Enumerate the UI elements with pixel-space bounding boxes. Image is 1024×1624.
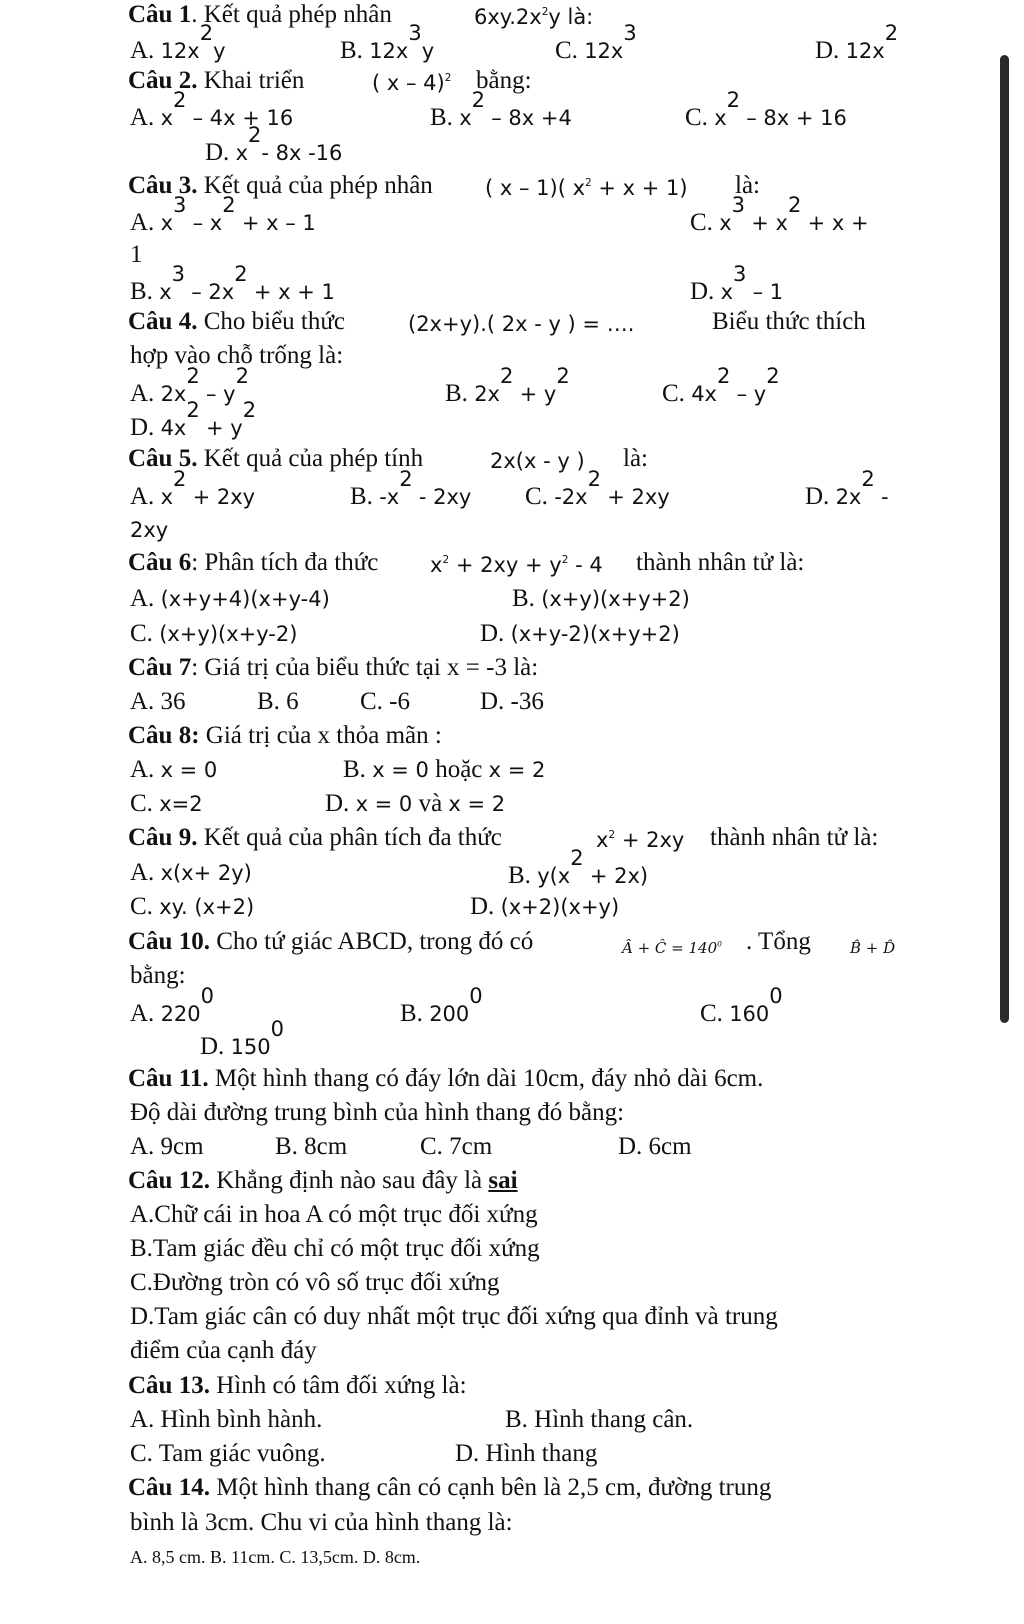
- q3-label: Câu 3.: [128, 172, 198, 199]
- q11-option-d: D. 6cm: [618, 1133, 692, 1160]
- q3-expr: ( x – 1)( $x^2 + x + 1$): [485, 176, 688, 200]
- q2-option-c: C. $x^2 - 8x + 16$: [685, 88, 847, 131]
- q5-option-c: C. $-2x^2 + 2xy$: [525, 467, 670, 510]
- q3-option-c: C. $x^3 + x^2 + x$ +: [690, 193, 869, 236]
- q2-option-d: D. $x^2-$ 8x -16: [205, 123, 343, 166]
- q8-option-c: C. x=2: [130, 790, 203, 817]
- q2-expr: ( x – 4)$^2$: [372, 71, 452, 95]
- q12-emphasis: sai: [488, 1167, 518, 1194]
- q9-option-a: A. x(x+ 2y): [130, 859, 252, 886]
- q5-tail: là:: [623, 445, 648, 472]
- q5-option-b: B. $-x^2 - 2xy$: [350, 467, 472, 510]
- q5-option-a: A. $x^2 + 2xy$: [130, 467, 256, 510]
- q11-option-c: C. 7cm: [420, 1133, 493, 1160]
- q8-label: Câu 8:: [128, 722, 200, 749]
- q6-tail: thành nhân tử là:: [636, 549, 805, 576]
- q10-option-d: D. $150^0$: [200, 1017, 285, 1060]
- q9-tail: thành nhân tử là:: [710, 824, 879, 851]
- q6-label: Câu 6: [128, 549, 192, 576]
- q1-option-b: B. $12x^3y$: [340, 21, 435, 64]
- q6-option-c: C. (x+y)(x+y-2): [130, 620, 298, 647]
- q3-option-d: D. $x^3 - 1$: [690, 262, 784, 305]
- q9-option-c: C. xy. (x+2): [130, 893, 255, 920]
- q14-label: Câu 14.: [128, 1474, 210, 1501]
- q10-expr: Â + Ĉ = $140^0$: [622, 939, 722, 957]
- q11-option-a: A. 9cm: [130, 1133, 204, 1160]
- q6-option-d: D. (x+y-2)(x+y+2): [480, 620, 680, 647]
- q5-expr: 2x(x - y ): [490, 449, 585, 473]
- q2-tail: bằng:: [476, 67, 532, 94]
- q1-option-c: C. $12x^3$: [555, 21, 637, 64]
- q1-label: Câu 1: [128, 1, 192, 28]
- q4-option-a: A. $2x^2 - y^2$: [130, 364, 249, 407]
- q1-expr: $6xy.2x^2y$ là:: [474, 5, 594, 29]
- q9-label: Câu 9.: [128, 824, 198, 851]
- q4-expr: (2x+y).( 2x - y ) = ….: [408, 312, 635, 336]
- q4-option-c: C. $4x^2 - y^2$: [662, 364, 780, 407]
- q11-option-b: B. 8cm: [275, 1133, 348, 1160]
- q3-tail: là:: [735, 172, 760, 199]
- q9-option-d: D. (x+2)(x+y): [470, 893, 620, 920]
- q6-option-a: A. (x+y+4)(x+y-4): [130, 585, 330, 612]
- q8-option-b: B. x = 0 hoặc x = 2: [343, 756, 546, 783]
- q13-option-a: A. Hình bình hành.: [130, 1406, 323, 1433]
- q7-option-d: D. -36: [480, 688, 544, 715]
- q13-option-d: D. Hình thang: [455, 1440, 598, 1467]
- q4-option-b: B. $2x^2 + y^2$: [445, 364, 570, 407]
- q1-option-d: D. $12x^2$: [815, 21, 899, 64]
- q1-option-a: A. $12x^2y$: [130, 21, 226, 64]
- q10-option-b: B. $200^0$: [400, 984, 483, 1027]
- q10-expr2: B̂ + D̂: [850, 939, 896, 957]
- q9-expr: $x^2 + 2xy$: [596, 828, 685, 852]
- q13-option-c: C. Tam giác vuông.: [130, 1440, 326, 1467]
- q8-option-a: A. x = 0: [130, 756, 218, 783]
- q4-tail: Biểu thức thích: [712, 308, 866, 335]
- q3-option-b: B. $x^3 - 2x^2 + x + 1$: [130, 262, 335, 305]
- q8-option-d: D. x = 0 và x = 2: [325, 790, 506, 817]
- q10-mid: . Tổng: [746, 928, 811, 955]
- q6-expr: $x^2 + 2xy + y^2 - 4$: [430, 553, 603, 577]
- q10-option-c: C. $160^0$: [700, 984, 783, 1027]
- q2-label: Câu 2.: [128, 67, 198, 94]
- q2-option-a: A. $x^2 - 4x + 16$: [130, 88, 294, 131]
- q3-option-a: A. $x^3 - x^2 + x - 1$: [130, 193, 316, 236]
- q4-label: Câu 4.: [128, 308, 198, 335]
- q13-option-b: B. Hình thang cân.: [505, 1406, 694, 1433]
- q12-label: Câu 12.: [128, 1167, 210, 1194]
- q5-option-d: D. $2x^2$ -: [805, 467, 889, 510]
- q9-option-b: B. $y(x^2 + 2x)$: [508, 846, 649, 889]
- q11-label: Câu 11.: [128, 1065, 209, 1092]
- q7-option-c: C. -6: [360, 688, 410, 715]
- q7-label: Câu 7: [128, 654, 192, 681]
- q4-option-d: D. $4x^2 + y^2$: [130, 398, 257, 441]
- q10-label: Câu 10.: [128, 928, 210, 955]
- q7-option-b: B. 6: [257, 688, 299, 715]
- q5-label: Câu 5.: [128, 445, 198, 472]
- scrollbar[interactable]: [1000, 55, 1009, 1023]
- q10-option-a: A. $220^0$: [130, 984, 215, 1027]
- q2-option-b: B. $x^2 - 8x +4$: [430, 88, 572, 131]
- q7-option-a: A. 36: [130, 688, 186, 715]
- q13-label: Câu 13.: [128, 1372, 210, 1399]
- q6-option-b: B. (x+y)(x+y+2): [512, 585, 690, 612]
